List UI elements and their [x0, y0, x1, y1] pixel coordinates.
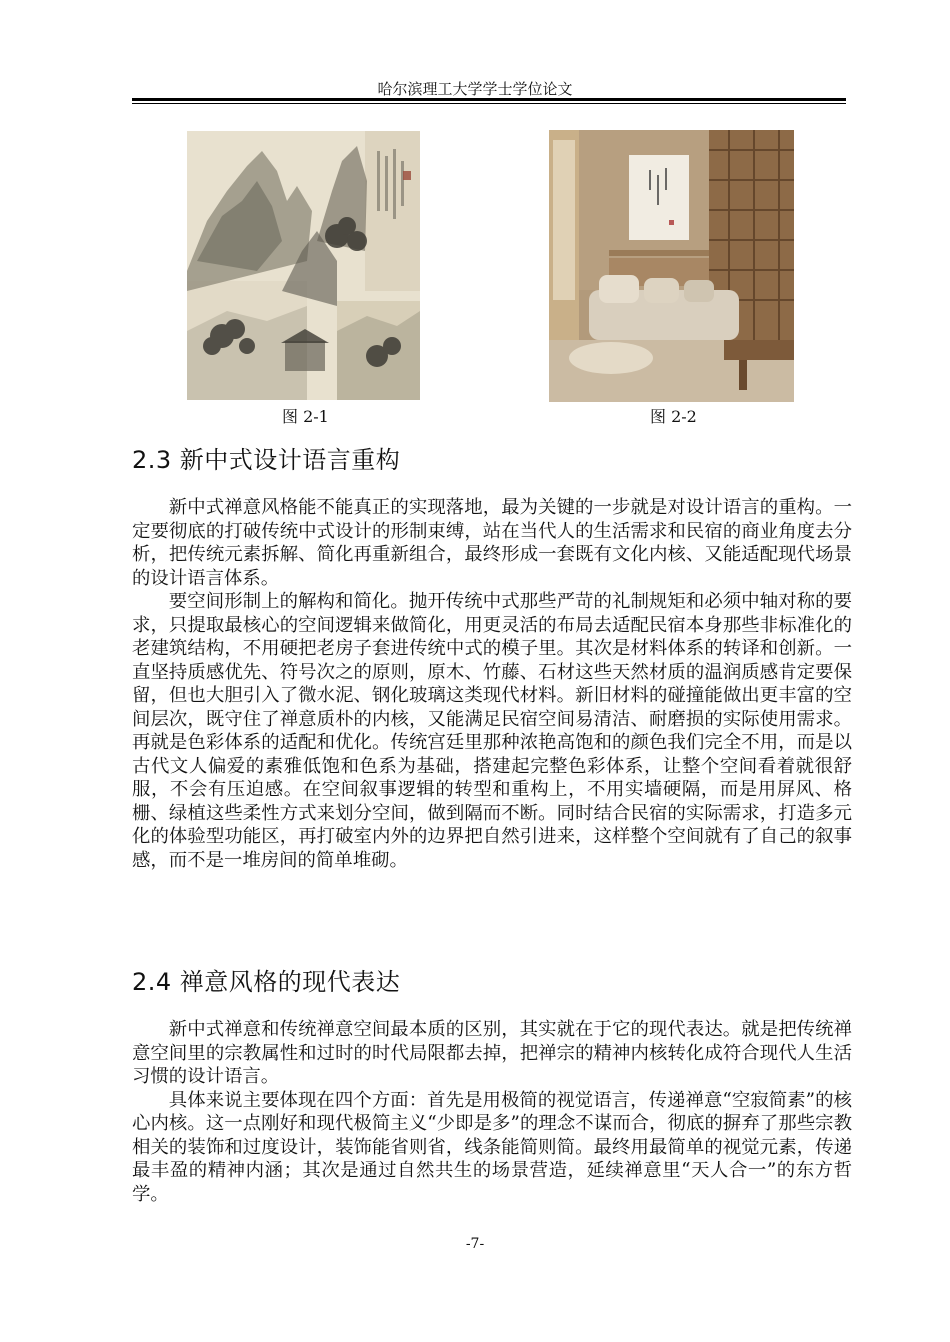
paragraph: 具体来说主要体现在四个方面：首先是用极简的视觉语言，传递禅意“空寂简素”的核心内核。这一点刚好和现代极简主义“少即是多”的理念不谋而合，彻底的摒弃了那些宗教相关的装饰和过度设计，装饰能省则省，线条能简则简。最终用最简单的视觉元素，传递最丰盈的精神内涵；其次是通过自然共生的场景营造，延续禅意里“天人合一”的东方哲学。: [132, 1089, 852, 1205]
section-heading: 2.4 禅意风格的现代表达: [132, 968, 401, 996]
paragraph: 新中式禅意和传统禅意空间最本质的区别，其实就在于它的现代表达。就是把传统禅意空间里的宗教属性和过时的时代局限都去掉，把禅宗的精神内核转化成符合现代人生活习惯的设计语言。: [132, 1019, 852, 1087]
zen-interior-icon: [549, 130, 794, 402]
landscape-painting-icon: [187, 131, 420, 400]
section-body: [132, 496, 852, 872]
paragraph: 要空间形制上的解构和简化。抛开传统中式那些严苛的礼制规矩和必须中轴对称的要求，只提取最核心的空间逻辑来做简化，用更灵活的布局去适配民宿本身那些非标准化的老建筑结构，不用硬把老房子套进传统中式的模子里。其次是材料体系的转译和创新。一直坚持质感优先、符号次之的原则，原木、竹藤、石材这些天然材质的温润质感肯定要保留，但也大胆引入了微水泥、钢化玻璃这类现代材料。新旧材料的碰撞能做出更丰富的空间层次，既守住了禅意质朴的内核，又能满足民宿空间易清洁、耐磨损的实际使用需求。再就是色彩体系的适配和优化。传统宫廷里那种浓艳高饱和的颜色我们完全不用，而是以古代文人偏爱的素雅低饱和色系为基础，搭建起完整色彩体系，让整个空间看着就很舒服，不会有压迫感。在空间叙事逻辑的转型和重构上，不用实墙硬隔，而是用屏风、格栅、绿植这些柔性方式来划分空间，做到隔而不断。同时结合民宿的实际需求，打造多元化的体验型功能区，再打破室内外的边界把自然引进来，这样整个空间就有了自己的叙事感，而不是一堆房间的简单堆砌。: [132, 591, 852, 871]
paragraph: 新中式禅意风格能不能真正的实现落地，最为关键的一步就是对设计语言的重构。一定要彻底的打破传统中式设计的形制束缚，站在当代人的生活需求和民宿的商业角度去分析，把传统元素拆解、简化再重新组合，最终形成一套既有文化内核、又能适配现代场景的设计语言体系。: [132, 497, 852, 589]
header-rule-thick: [132, 98, 846, 101]
page-number: -7-: [465, 1236, 485, 1252]
figure-caption: 图 2-1: [282, 407, 329, 426]
section-heading: 2.3 新中式设计语言重构: [132, 446, 401, 474]
figure-caption: 图 2-2: [650, 407, 697, 426]
header-rule-thin: [132, 103, 846, 104]
figure-2-1-landscape-painting: [187, 131, 420, 400]
section-body: [132, 1018, 852, 1206]
figure-2-2-zen-interior: [549, 130, 794, 402]
running-header: 哈尔滨理工大学学士学位论文: [377, 80, 573, 98]
